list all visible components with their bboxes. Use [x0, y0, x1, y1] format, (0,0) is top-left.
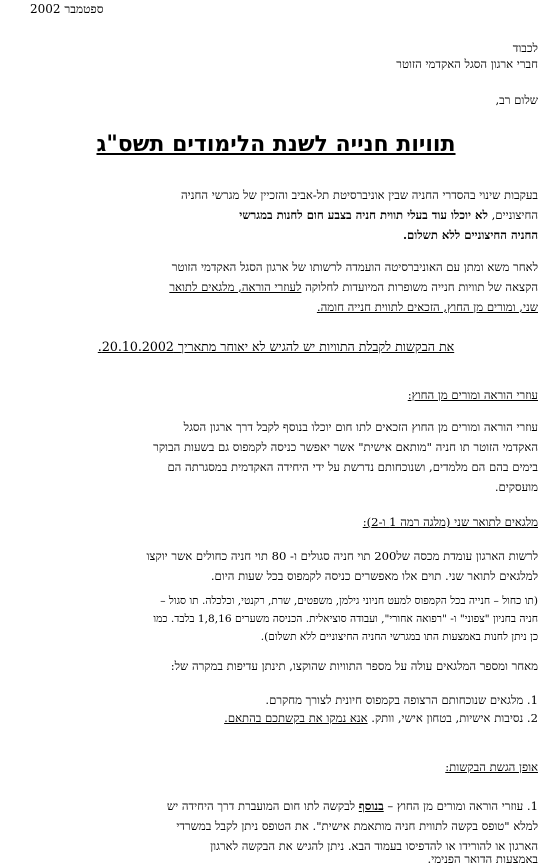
s3-line-2: למלא "טופס בקשה לתווית חניה מותאמת אישית". את הטופס ניתן לקבל במשרדי: [176, 819, 538, 833]
s2-line-3: מאחר ומספר המלגאים עולה על מספר התוויות שהוקצו, תינתן עדיפות במקרה של:: [170, 659, 538, 673]
greeting: שלום רב,: [495, 93, 538, 107]
deadline-text: את הבקשות לקבלת התוויות יש להגיש לא יאוחר מתאריך 20.10.2002.: [97, 339, 455, 354]
s1-line-3: בימים בהם הם מלמדים, ושנוכחותם נדרשת על ידי היחידה האקדמית במסגרתה הם: [167, 460, 538, 474]
recipient-line-1: לכבוד: [512, 41, 538, 55]
s1-line-4: מועסקים.: [494, 480, 538, 494]
s2-line-2: למלגאים לתואר שני. תוים אלו מאפשרים כניסה לקמפוס בכל שעות היום.: [210, 569, 538, 583]
p2-line-2-underlined: לעוזרי הוראה, מלגאים לתואר: [169, 280, 302, 294]
p1-line-2: [8, 205, 538, 225]
s2-note-line-3: כן ניתן לחנות באמצעות התו במגרשי החניה החיצוניים ללא תשלום).: [260, 631, 538, 643]
deadline-notice: [0, 337, 552, 357]
s2-item-2: [8, 708, 538, 728]
p2-line-2: [8, 277, 538, 297]
p1-line-1: בעקבות שינוי בהסדרי החניה שבין אוניברסיטת תל-אביב והזכיין של מגרשי החניה: [181, 188, 538, 202]
p1-line-2-bold: לא יוכלו עוד בעלי תווית חניה בצבע חום לחנות במגרשי: [239, 208, 488, 222]
s2-item-2-underlined: אנא נמקו את בקשתכם בהתאם.: [224, 711, 368, 725]
s1-line-1: עוזרי הוראה ומורים מן החוץ הזכאים לתו חום יוכלו בנוסף לקבל דרך ארגון הסגל: [183, 420, 538, 434]
section-1-heading: עוזרי הוראה ומורים מן החוץ:: [407, 388, 538, 402]
section-3-heading: אופן הגשת הבקשות:: [445, 760, 538, 774]
s2-item-1: 1. מלגאים שנוכחותם הרצופה בקמפוס חיונית לצורך מחקרם.: [265, 693, 538, 707]
letter-title: תוויות חנייה לשנת הלימודים תשס"ג: [96, 132, 456, 157]
s2-line-1: לרשות הארגון עומדת מכסה של200 תוי חניה סגולים ו- 80 תוי חניה כחולים אשר יוקצו: [146, 549, 538, 563]
s3-line-1-emphasis: בנוסף: [358, 799, 384, 813]
s2-item-2-text: 2. נסיבות אישיות, בטחון אישי, וותק.: [367, 711, 538, 725]
s3-line-1-text: 1. עוזרי הוראה ומורים מן החוץ –: [383, 799, 538, 813]
p2-line-3: שני, ומורים מן החוץ, הזכאים לתווית חנייה חומה.: [316, 300, 538, 314]
s2-note-line-2: חניה בחניון "צפוני" ו- "רפואה אחורי", ועבודה סוציאלית. הכניסה משערים 1,8,16 בלבד. כמו: [153, 613, 538, 625]
recipient-line-2: חברי ארגון הסגל האקדמי הזוטר: [396, 57, 538, 71]
s3-line-1-rest: לבקשה לתו חום המועברת דרך היחידה יש: [166, 799, 359, 813]
p2-line-1: לאחר משא ומתן עם האוניברסיטה הועמדה לרשותו של ארגון הסגל האקדמי הזוטר: [171, 260, 538, 274]
s2-note-line-1: (תו כחול – חנייה בכל הקמפוס למעט חניוני גילמן, משפטים, שרת, רקנטי, וכלכלה. תו סגול –: [160, 595, 538, 607]
letter-date: ספטמבר 2002: [30, 2, 104, 16]
s1-line-2: האקדמי הזוטר תו חניה "מותאם אישית" אשר יאפשר כניסה לקמפוס גם בשעות הבוקר: [153, 440, 538, 454]
s3-line-4: באמצעות הדואר הפנימי.: [427, 852, 538, 866]
p2-line-2-text: הקצאה של תוויות חנייה משופרות המיועדות לחלוקה: [301, 280, 538, 294]
p1-line-3: החניה החיצוניים ללא תשלום.: [402, 228, 538, 242]
p1-line-2-text: החיצוניים,: [487, 208, 538, 222]
section-2-heading: מלגאים לתואר שני (מלגה רמה 1 ו-2):: [362, 515, 538, 529]
s3-line-3: הארגון או להורידו או להדפיסו בעמוד הבא. ניתן להגיש את הבקשה לארגון: [210, 839, 538, 853]
s3-line-1: [8, 796, 538, 816]
